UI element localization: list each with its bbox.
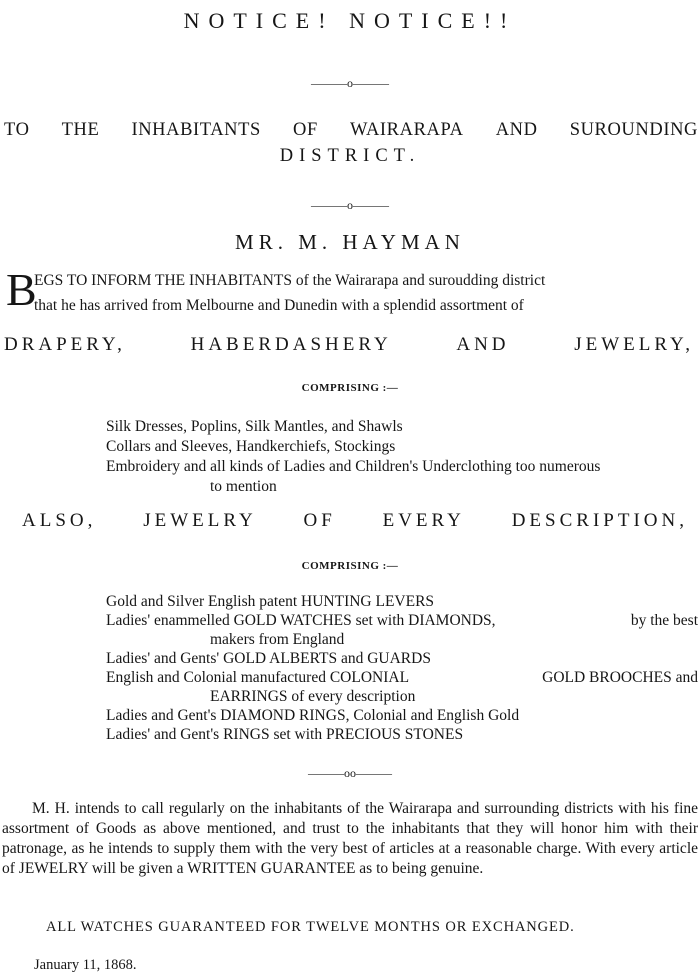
also-word: EVERY: [382, 510, 465, 531]
jewelry-item: Gold and Silver English patent HUNTING LEVERS: [106, 593, 435, 610]
intro-line-2: that he has arrived from Melbourne and Dunedin with a splendid assortment of: [34, 297, 524, 314]
drapery-word: DRAPERY,: [4, 334, 126, 355]
address-word: WAIRARAPA: [349, 120, 464, 140]
drapery-word: JEWELRY,: [574, 334, 694, 355]
separator-2: ———o———: [311, 198, 389, 212]
also-word: OF: [303, 510, 336, 531]
jewelry-item: Ladies' and Gent's RINGS set with PRECIOUS STONES: [106, 726, 464, 743]
jewelry-item-continued: makers from England: [210, 631, 345, 648]
jewelry-item: [106, 669, 698, 687]
address-word: SUROUNDING: [569, 120, 698, 140]
also-word: JEWELRY: [143, 510, 257, 531]
drapery-item: Collars and Sleeves, Handkerchiefs, Stockings: [106, 438, 396, 455]
address-word: OF: [293, 120, 318, 140]
closing-paragraph-text: M. H. intends to call regularly on the inhabitants of the Wairarapa and surrounding districts with his fine assortment of Goods as above mentioned, and trust to the inhabitants that they will honor him with their patronage, as he intends to supply them with the very best of articles at a reasonable charge. With every article of JEWELRY will be given a WRITTEN GUARANTEE as to being genuine.: [2, 800, 698, 877]
comprising-label-1: COMPRISING :—: [301, 382, 399, 394]
jewelry-item: Ladies and Gent's DIAMOND RINGS, Colonial and English Gold: [106, 707, 520, 724]
address-district: DISTRICT.: [279, 146, 421, 166]
also-word: DESCRIPTION,: [511, 510, 688, 531]
jewelry-item: Ladies' and Gents' GOLD ALBERTS and GUARDS: [106, 650, 431, 667]
drapery-item: Silk Dresses, Poplins, Silk Mantles, and Shawls: [106, 418, 403, 435]
drapery-heading: [4, 334, 694, 356]
address-word: THE: [61, 120, 100, 140]
jewelry-heading: [22, 510, 688, 532]
advertiser-name: MR. M. HAYMAN: [235, 230, 465, 254]
headline: NOTICE! NOTICE!!: [183, 8, 517, 33]
jewelry-item-part: by the best: [630, 612, 698, 629]
jewelry-item-continued: EARRINGS of every description: [210, 688, 416, 705]
drapery-item-continued: to mention: [210, 478, 277, 495]
intro-line-1: EGS TO INFORM THE INHABITANTS of the Wairarapa and suroudding district: [34, 272, 546, 289]
guarantee-notice: ALL WATCHES GUARANTEED FOR TWELVE MONTHS OR EXCHANGED.: [46, 919, 575, 935]
drapery-item: Embroidery and all kinds of Ladies and Children's Underclothing too numerous: [106, 458, 601, 475]
jewelry-item: [106, 612, 698, 630]
jewelry-item-part: Ladies' enammelled GOLD WATCHES set with DIAMONDS,: [106, 612, 496, 629]
address-word: AND: [495, 120, 538, 140]
drapery-word: HABERDASHERY: [190, 334, 392, 355]
jewelry-item-part: English and Colonial manufactured COLONIAL: [106, 669, 410, 686]
separator-1: ———o———: [311, 76, 389, 90]
address-word: INHABITANTS: [131, 120, 261, 140]
closing-paragraph: [2, 799, 698, 879]
also-word: ALSO,: [22, 510, 97, 531]
comprising-label-2: COMPRISING :—: [301, 560, 399, 572]
drapery-word: AND: [456, 334, 510, 355]
separator-3: ———oo———: [308, 766, 392, 780]
notice-date: January 11, 1868.: [34, 957, 137, 973]
address-word: TO: [4, 120, 30, 140]
jewelry-item-part: GOLD BROOCHES and: [542, 669, 698, 686]
address-line: [4, 120, 698, 141]
dropcap-letter: B: [6, 264, 37, 315]
